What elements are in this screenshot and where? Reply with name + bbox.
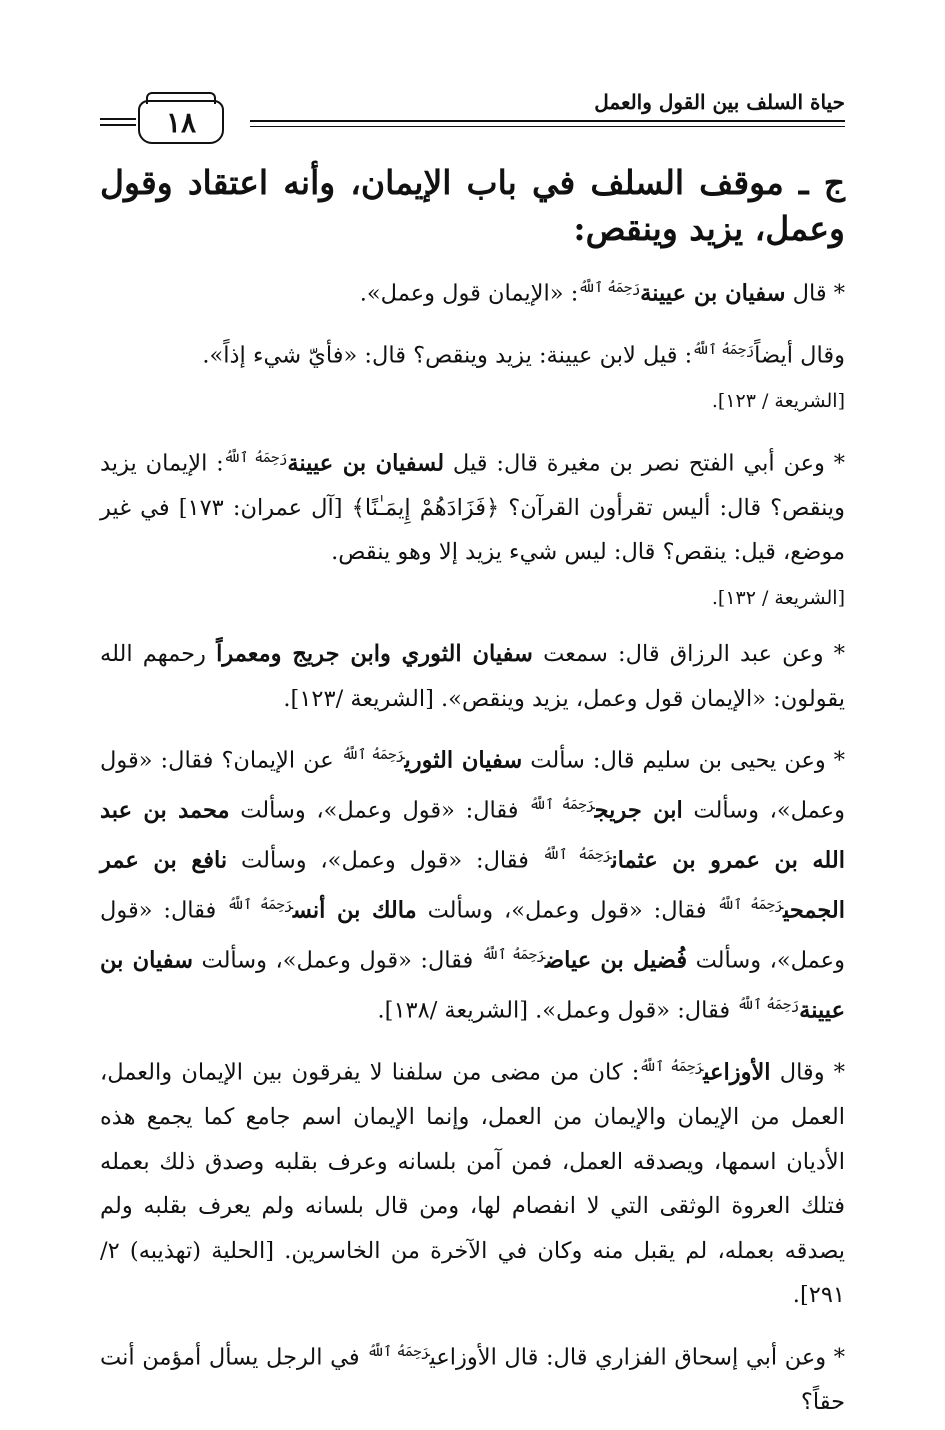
text: * وعن عبد الرزاق قال: سمعت xyxy=(532,641,845,667)
running-title: حياة السلف بين القول والعمل xyxy=(594,90,845,114)
paragraph-6 xyxy=(100,1045,845,1318)
person-name: الأوزاعي xyxy=(703,1059,771,1086)
honorific-glyph: رَحِمَهُ ٱللَّهُ xyxy=(367,1343,430,1360)
text: * قال xyxy=(785,280,845,307)
text: فقال: «قول وعمل». [الشريعة /١٣٨]. xyxy=(377,997,738,1024)
person-name: فُضيل بن عياض xyxy=(545,947,688,974)
text: : الإيمان يزيد وينقص؟ قال: أليس تقرأون القرآن؟ ﴿فَزَادَهُمْ إِيمَـٰنًا﴾ [آل عمران: ١٧٣] في غير موضع، قيل: ينقص؟ قال: ليس شيء يزيد إلا وهو ينقص. xyxy=(100,450,845,565)
text: رحمهم الله يقولون: «الإيمان قول وعمل، يزيد وينقص». [الشريعة /١٢٣]. xyxy=(100,641,845,712)
text: * وقال xyxy=(770,1059,845,1086)
text: : «الإيمان قول وعمل». xyxy=(359,280,579,307)
person-name: مالك بن أنس xyxy=(292,897,417,924)
paragraph-7 xyxy=(100,1330,845,1425)
text: وقال أيضاً xyxy=(754,342,845,369)
text: فقال: «قول وعمل»، وسألت xyxy=(416,897,718,924)
page-number: ١٨ xyxy=(138,100,224,144)
honorific-glyph: رَحِمَهُ ٱللَّهُ xyxy=(481,947,546,963)
honorific-glyph: رَحِمَهُ ٱللَّهُ xyxy=(737,997,800,1013)
text: * وعن أبي الفتح نصر بن مغيرة قال: قيل xyxy=(444,450,845,476)
honorific-glyph: رَحِمَهُ ٱللَّهُ xyxy=(639,1059,704,1075)
paragraph-1 xyxy=(100,266,845,316)
text: فقال: «قول وعمل»، وسألت xyxy=(229,797,530,824)
paragraph-2 xyxy=(100,328,845,424)
honorific-glyph: رَحِمَهُ ٱللَّهُ xyxy=(223,449,288,466)
person-name: سفيان الثوري xyxy=(404,747,523,774)
paragraph-5 xyxy=(100,733,845,1033)
source-citation: [الشريعة / ١٣٢]. xyxy=(711,586,845,609)
page-content xyxy=(100,160,845,1430)
text: عن الإيمان؟ فقال: «قول وعمل»، وسألت xyxy=(100,747,845,824)
honorific-glyph: رَحِمَهُ ٱللَّهُ xyxy=(717,897,784,913)
person-name: سفيان الثوري وابن جريج ومعمراً xyxy=(216,641,533,667)
paragraph-3 xyxy=(100,436,845,621)
source-citation: [الشريعة / ١٢٣]. xyxy=(711,390,845,412)
header-rule xyxy=(250,120,845,122)
honorific-glyph: رَحِمَهُ ٱللَّهُ xyxy=(542,847,612,863)
text: فقال: «قول وعمل»، وسألت xyxy=(100,897,845,974)
honorific-glyph: رَحِمَهُ ٱللَّهُ xyxy=(692,342,755,358)
honorific-glyph: رَحِمَهُ ٱللَّهُ xyxy=(529,797,595,813)
text: * وعن يحيى بن سليم قال: سألت xyxy=(522,747,846,774)
person-name: سفيان بن عيينة xyxy=(100,947,845,1024)
text: في الرجل يسأل أمؤمن أنت حقاً؟ xyxy=(100,1344,845,1415)
number-side-rule xyxy=(100,118,136,120)
number-side-rule xyxy=(100,124,136,126)
paragraph-4 xyxy=(100,632,845,721)
text: فقال: «قول وعمل»، وسألت xyxy=(192,947,482,974)
person-name: ابن جريج xyxy=(594,797,683,824)
person-name: نافع بن عمر الجمحي xyxy=(100,847,846,924)
page-header xyxy=(100,82,845,142)
text: فقال: «قول وعمل»، وسألت xyxy=(227,847,543,874)
honorific-glyph: رَحِمَهُ ٱللَّهُ xyxy=(227,897,293,913)
person-name: لسفيان بن عيينة xyxy=(287,450,445,476)
section-heading: ج ـ موقف السلف في باب الإيمان، وأنه اعتقاد وقول وعمل، يزيد وينقص: xyxy=(100,163,845,248)
text: : كان من مضى من سلفنا لا يفرقون بين الإيمان والعمل، العمل من الإيمان والإيمان من العمل، وإنما الإيمان اسم جامع كما يجمع هذه الأديان اسمها، ويصدقه العمل، فمن آمن بلسانه وعرف بقلبه وصدق ذلك بعمله فتلك العروة الوثقى التي لا انفصام لها، ومن قال بلسانه ولم يعرف بقلبه ولم يصدقه بعمله، لم يقبل منه وكان في الآخرة من الخاسرين. [الحلية (تهذيبه) ٢/ ٢٩١]. xyxy=(100,1059,845,1308)
header-rule-thin xyxy=(250,126,845,127)
person-name: محمد بن عبد الله بن عمرو بن عثمان xyxy=(100,797,845,874)
person-name: سفيان بن عيينة xyxy=(640,280,786,307)
text: * وعن أبي إسحاق الفزاري قال: قال الأوزاعي xyxy=(429,1344,846,1370)
text: : قيل لابن عيينة: يزيد وينقص؟ قال: «فأيّ شيء إذاً». xyxy=(202,342,693,369)
honorific-glyph: رَحِمَهُ ٱللَّهُ xyxy=(341,747,405,763)
honorific-glyph: رَحِمَهُ ٱللَّهُ xyxy=(578,280,641,296)
